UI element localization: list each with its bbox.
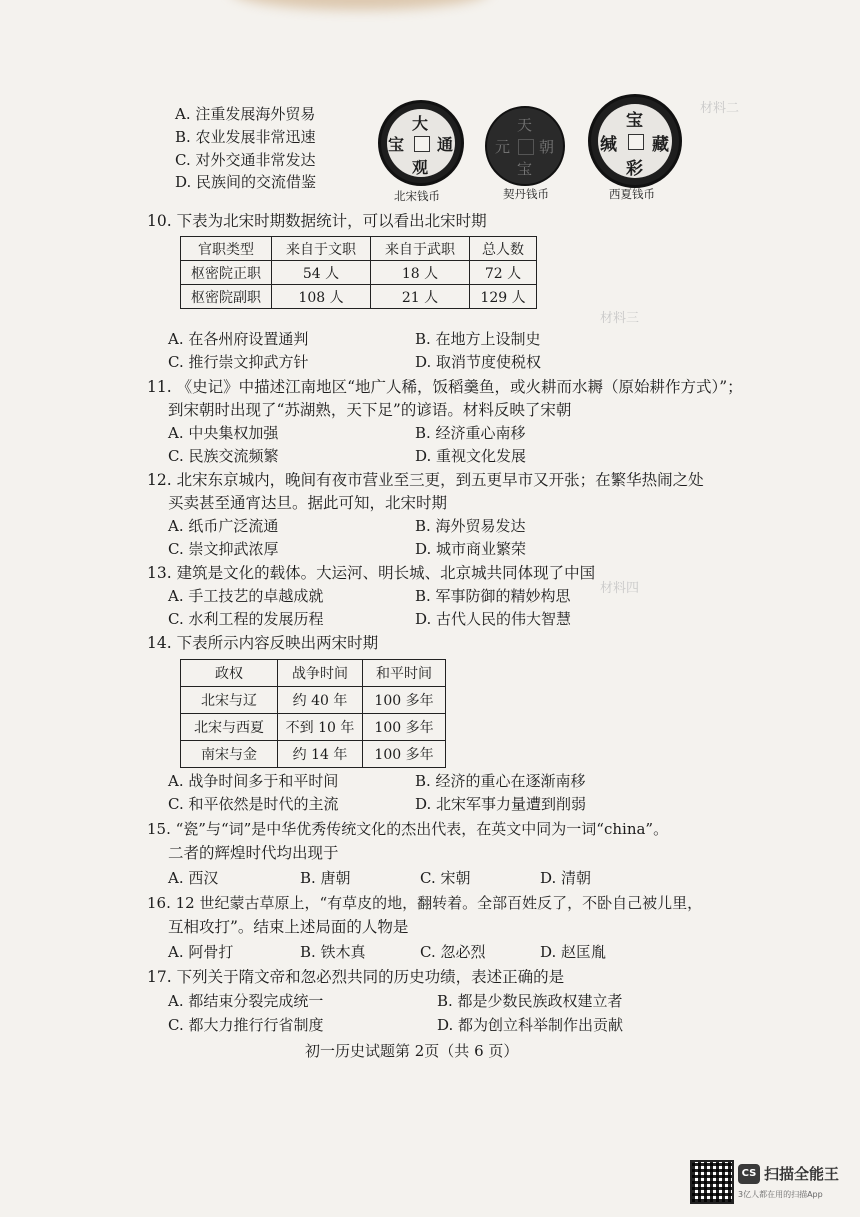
coin-image	[588, 94, 682, 188]
q13-option-c: C. 水利工程的发展历程	[168, 610, 324, 628]
coin-char: 观	[412, 158, 429, 177]
table-header-row	[181, 237, 537, 261]
q17-option-d: D. 都为创立科举制作出贡献	[437, 1016, 624, 1034]
table-header: 总人数	[470, 237, 537, 261]
q11-option-a: A. 中央集权加强	[168, 424, 279, 442]
coin-image	[378, 100, 464, 186]
bleed-through: 材料二	[700, 101, 740, 116]
table-row	[181, 285, 537, 309]
table-cell: 约 40 年	[278, 687, 363, 714]
q16-option-d: D. 赵匡胤	[540, 943, 607, 961]
q17-line1: 17. 下列关于隋文帝和忽必烈共同的历史功绩，表述正确的是	[147, 968, 565, 986]
q10-table	[180, 236, 537, 309]
q12-option-a: A. 纸币广泛流通	[168, 517, 279, 535]
q14-option-d: D. 北宋军事力量遭到削弱	[415, 795, 587, 813]
coin-image	[485, 106, 565, 186]
table-header: 政权	[181, 660, 278, 687]
table-header: 战争时间	[278, 660, 363, 687]
table-cell: 约 14 年	[278, 741, 363, 768]
q10-option-d: D. 取消节度使税权	[415, 353, 542, 371]
camscanner-logo: CS	[738, 1164, 760, 1184]
q11-option-b: B. 经济重心南移	[415, 424, 526, 442]
q14-table	[180, 659, 446, 768]
table-cell: 100 多年	[363, 741, 446, 768]
q13-line1: 13. 建筑是文化的载体。大运河、明长城、北京城共同体现了中国	[147, 564, 596, 582]
coin-label: 北宋钱币	[394, 189, 440, 203]
coin-char: 宝	[388, 135, 405, 154]
q15-option-b: B. 唐朝	[300, 869, 351, 887]
q16-option-a: A. 阿骨打	[168, 943, 234, 961]
q11-line1: 11. 《史记》中描述江南地区“地广人稀，饭稻羹鱼，或火耕而水耨（原始耕作方式）”；	[147, 378, 743, 396]
q17-option-b: B. 都是少数民族政权建立者	[437, 992, 623, 1010]
paper-stain	[230, 0, 490, 10]
coin-char: 宝	[626, 111, 643, 131]
q15-option-a: A. 西汉	[168, 869, 219, 887]
q9-option-c: C. 对外交通非常发达	[175, 151, 316, 169]
q11-option-d: D. 重视文化发展	[415, 447, 527, 465]
q14-option-a: A. 战争时间多于和平时间	[168, 772, 339, 790]
table-cell: 南宋与金	[181, 741, 278, 768]
q12-line1: 12. 北宋东京城内，晚间有夜市营业至三更，到五更早市又开张；在繁华热闹之处	[147, 471, 704, 489]
bleed-through: 材料四	[600, 581, 640, 596]
qr-code-icon	[690, 1160, 734, 1204]
q14-stem: 14. 下表所示内容反映出两宋时期	[147, 634, 379, 652]
table-cell: 129 人	[470, 285, 537, 309]
table-cell: 18 人	[371, 261, 470, 285]
q10-option-a: A. 在各州府设置通判	[168, 330, 309, 348]
q16-option-b: B. 铁木真	[300, 943, 366, 961]
q9-option-b: B. 农业发展非常迅速	[175, 128, 316, 146]
coin-char: 宝	[517, 160, 533, 178]
q17-option-c: C. 都大力推行行省制度	[168, 1016, 324, 1034]
q17-option-a: A. 都结束分裂完成统一	[168, 992, 324, 1010]
q10-stem: 10. 下表为北宋时期数据统计，可以看出北宋时期	[147, 212, 487, 230]
table-header: 和平时间	[363, 660, 446, 687]
table-header: 来自于文职	[272, 237, 371, 261]
table-header-row	[181, 660, 446, 687]
coin-char: 缄	[600, 135, 617, 155]
q15-line1: 15. “瓷”与“词”是中华优秀传统文化的杰出代表，在英文中同为一词“china”。	[147, 820, 669, 838]
q10-option-b: B. 在地方上设制史	[415, 330, 541, 348]
coin-label: 西夏钱币	[609, 187, 655, 201]
q12-option-b: B. 海外贸易发达	[415, 517, 526, 535]
q13-option-d: D. 古代人民的伟大智慧	[415, 610, 572, 628]
q11-option-c: C. 民族交流频繁	[168, 447, 279, 465]
scanner-app-name: 扫描全能王	[764, 1165, 840, 1183]
q9-option-a: A. 注重发展海外贸易	[175, 105, 316, 123]
q15-line2: 二者的辉煌时代均出现于	[168, 844, 339, 862]
q16-line2: 互相攻打”。结束上述局面的人物是	[168, 918, 409, 936]
table-cell: 21 人	[371, 285, 470, 309]
coin-char: 朝	[539, 138, 555, 156]
q14-option-b: B. 经济的重心在逐渐南移	[415, 772, 586, 790]
table-row	[181, 261, 537, 285]
table-cell: 108 人	[272, 285, 371, 309]
table-cell: 北宋与辽	[181, 687, 278, 714]
page-footer: 初一历史试题第 2页（共 6 页）	[305, 1042, 519, 1060]
table-header: 官职类型	[181, 237, 272, 261]
q13-option-b: B. 军事防御的精妙构思	[415, 587, 571, 605]
coin-char: 天	[517, 116, 533, 134]
table-row	[181, 741, 446, 768]
q12-option-d: D. 城市商业繁荣	[415, 540, 527, 558]
scanner-tagline: 3亿人都在用的扫描App	[738, 1190, 823, 1199]
q11-line2: 到宋朝时出现了“苏湖熟，天下足”的谚语。材料反映了宋朝	[168, 401, 572, 419]
coin-char: 藏	[652, 135, 669, 155]
table-cell: 枢密院副职	[181, 285, 272, 309]
table-cell: 不到 10 年	[278, 714, 363, 741]
table-header: 来自于武职	[371, 237, 470, 261]
q15-option-c: C. 宋朝	[420, 869, 471, 887]
table-cell: 北宋与西夏	[181, 714, 278, 741]
q12-option-c: C. 崇文抑武浓厚	[168, 540, 279, 558]
coin-char: 元	[495, 138, 511, 156]
table-row	[181, 687, 446, 714]
table-cell: 100 多年	[363, 687, 446, 714]
coin-char: 通	[437, 135, 454, 154]
coin-char: 彩	[626, 159, 643, 179]
q9-option-d: D. 民族间的交流借鉴	[175, 173, 317, 191]
table-cell: 100 多年	[363, 714, 446, 741]
table-cell: 枢密院正职	[181, 261, 272, 285]
table-row	[181, 714, 446, 741]
bleed-through: 材料三	[600, 311, 640, 326]
q14-option-c: C. 和平依然是时代的主流	[168, 795, 339, 813]
q13-option-a: A. 手工技艺的卓越成就	[168, 587, 324, 605]
q12-line2: 买卖甚至通宵达旦。据此可知，北宋时期	[168, 494, 448, 512]
q16-option-c: C. 忽必烈	[420, 943, 486, 961]
table-cell: 72 人	[470, 261, 537, 285]
table-cell: 54 人	[272, 261, 371, 285]
q15-option-d: D. 清朝	[540, 869, 592, 887]
q16-line1: 16. 12 世纪蒙古草原上，“有草皮的地，翻转着。全部百姓反了，不卧自己被儿里，	[147, 894, 703, 912]
coin-char: 大	[412, 114, 429, 133]
q10-option-c: C. 推行崇文抑武方针	[168, 353, 309, 371]
coin-label: 契丹钱币	[503, 187, 549, 201]
